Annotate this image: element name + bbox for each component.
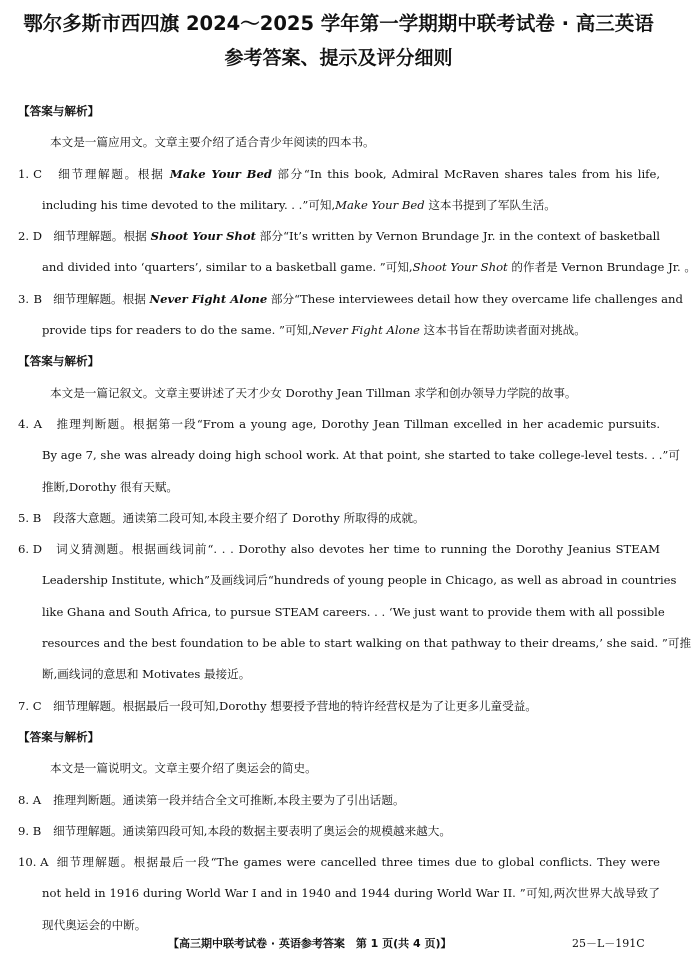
page-title: 鄂尔多斯市西四旗 2024～2025 学年第一学期期中联考试卷 · 高三英语 — [23, 12, 654, 35]
answer-line — [18, 691, 660, 722]
footer-page-info: 【高三期中联考试卷 · 英语参考答案 第 1 页(共 4 页)】 — [168, 937, 452, 950]
answer-text: 细节理解题。根据最后一段可知,Dorothy 想要授予营地的特许经营权是为了让更多儿童受益。 — [53, 698, 537, 713]
answer-line — [18, 159, 660, 190]
answer-line: By age 7, she was already doing high school work. At that point, she started to take college-level tests. . .”可 — [42, 448, 680, 463]
answer-text: 推理判断题。根据第一段“From a young age, Dorothy Jean Tillman excelled in her academic pursuits. — [56, 416, 661, 431]
answer-line — [18, 190, 660, 221]
answer-text: 这本书提到了军队生活。 — [424, 197, 556, 212]
answer-number: 7. C — [18, 698, 42, 713]
section-intro: 本文是一篇应用文。文章主要介绍了适合青少年阅读的四本书。 — [50, 135, 375, 150]
answer-line — [18, 221, 660, 252]
answer-line: not held in 1916 during World War I and in 1940 and 1944 during World War II. ”可知,两次世界大战导致了 — [42, 886, 660, 901]
answer-text: 这本书旨在帮助读者面对挑战。 — [419, 323, 586, 338]
section-intro: 本文是一篇说明文。文章主要介绍了奥运会的简史。 — [50, 761, 317, 776]
answer-line — [18, 284, 683, 315]
answer-text: including his time devoted to the military. . .”可知, — [42, 197, 336, 212]
section-heading: 【答案与解析】 — [18, 354, 100, 369]
answer-number: 3. B — [18, 291, 42, 306]
book-title: Never Fight Alone — [149, 291, 268, 306]
answer-line — [18, 816, 660, 847]
answer-line — [18, 252, 696, 283]
answer-number: 2. D — [18, 229, 43, 244]
answer-content — [18, 96, 696, 941]
answer-number: 9. B — [18, 823, 42, 838]
answer-text: 词义猜测题。根据画线词前“. . . Dorothy also devotes her time to running the Dorothy Jeanius STEAM — [56, 542, 660, 557]
answer-text: 部分“It’s written by Vernon Brundage Jr. in the context of basketball — [255, 229, 661, 244]
book-title: Make Your Bed — [335, 197, 425, 212]
section-heading: 【答案与解析】 — [18, 104, 100, 118]
answer-text: 细节理解题。通读第四段可知,本段的数据主要表明了奥运会的规模越来越大。 — [53, 823, 451, 838]
answer-text: 部分“These interviewees detail how they overcame life challenges and — [267, 291, 683, 306]
answer-text: 细节理解题。根据最后一段“The games were cancelled three times due to global conflicts. They were — [56, 855, 660, 870]
answer-line: 断,画线词的意思和 Motivates 最接近。 — [42, 667, 251, 682]
answer-line — [18, 315, 660, 346]
answer-number: 6. D — [18, 542, 43, 557]
answer-number: 10. A — [18, 855, 49, 870]
answer-line: 现代奥运会的中断。 — [42, 917, 147, 932]
answer-line — [18, 847, 660, 878]
answer-line — [18, 409, 660, 440]
section-heading: 【答案与解析】 — [18, 729, 100, 744]
answer-number: 4. A — [18, 416, 42, 431]
answer-text: 细节理解题。根据 — [53, 291, 150, 306]
answer-text: and divided into ‘quarters’, similar to a basketball game. ”可知, — [42, 260, 413, 275]
answer-line: resources and the best foundation to be able to start walking on that pathway to their dreams,’ she said. ”可推 — [42, 636, 692, 651]
footer-code: 25－L－191C — [572, 937, 645, 950]
book-title: Never Fight Alone — [311, 323, 420, 338]
book-title: Make Your Bed — [169, 166, 272, 181]
answer-text: 推理判断题。通读第一段并结合全文可推断,本段主要为了引出话题。 — [53, 792, 405, 807]
section-intro: 本文是一篇记叙文。文章主要讲述了天才少女 Dorothy Jean Tillman 求学和创办领导力学院的故事。 — [50, 385, 577, 400]
answer-line — [18, 785, 660, 816]
answer-line — [18, 503, 660, 534]
answer-line: Leadership Institute, which”及画线词后“hundreds of young people in Chicago, as well as abroad in countries — [42, 573, 677, 588]
answer-text: 的作者是 Vernon Brundage Jr. 。 — [507, 260, 696, 275]
answer-text: provide tips for readers to do the same. ”可知, — [42, 323, 312, 338]
answer-number: 8. A — [18, 792, 42, 807]
answer-text: 细节理解题。根据 — [58, 166, 170, 181]
answer-number: 1. C — [18, 166, 42, 181]
answer-text: 部分“In this book, Admiral McRaven shares tales from his life, — [271, 166, 661, 181]
book-title: Shoot Your Shot — [412, 260, 508, 275]
answer-line: 推断,Dorothy 很有天赋。 — [42, 479, 179, 494]
answer-number: 5. B — [18, 510, 42, 525]
answer-text: 细节理解题。根据 — [53, 229, 151, 244]
answer-line: like Ghana and South Africa, to pursue STEAM careers. . . ‘We just want to provide them with all possible — [42, 604, 665, 619]
book-title: Shoot Your Shot — [150, 229, 256, 244]
answer-text: 段落大意题。通读第二段可知,本段主要介绍了 Dorothy 所取得的成就。 — [53, 510, 425, 525]
page-subtitle: 参考答案、提示及评分细则 — [224, 47, 453, 69]
answer-line — [18, 534, 660, 565]
